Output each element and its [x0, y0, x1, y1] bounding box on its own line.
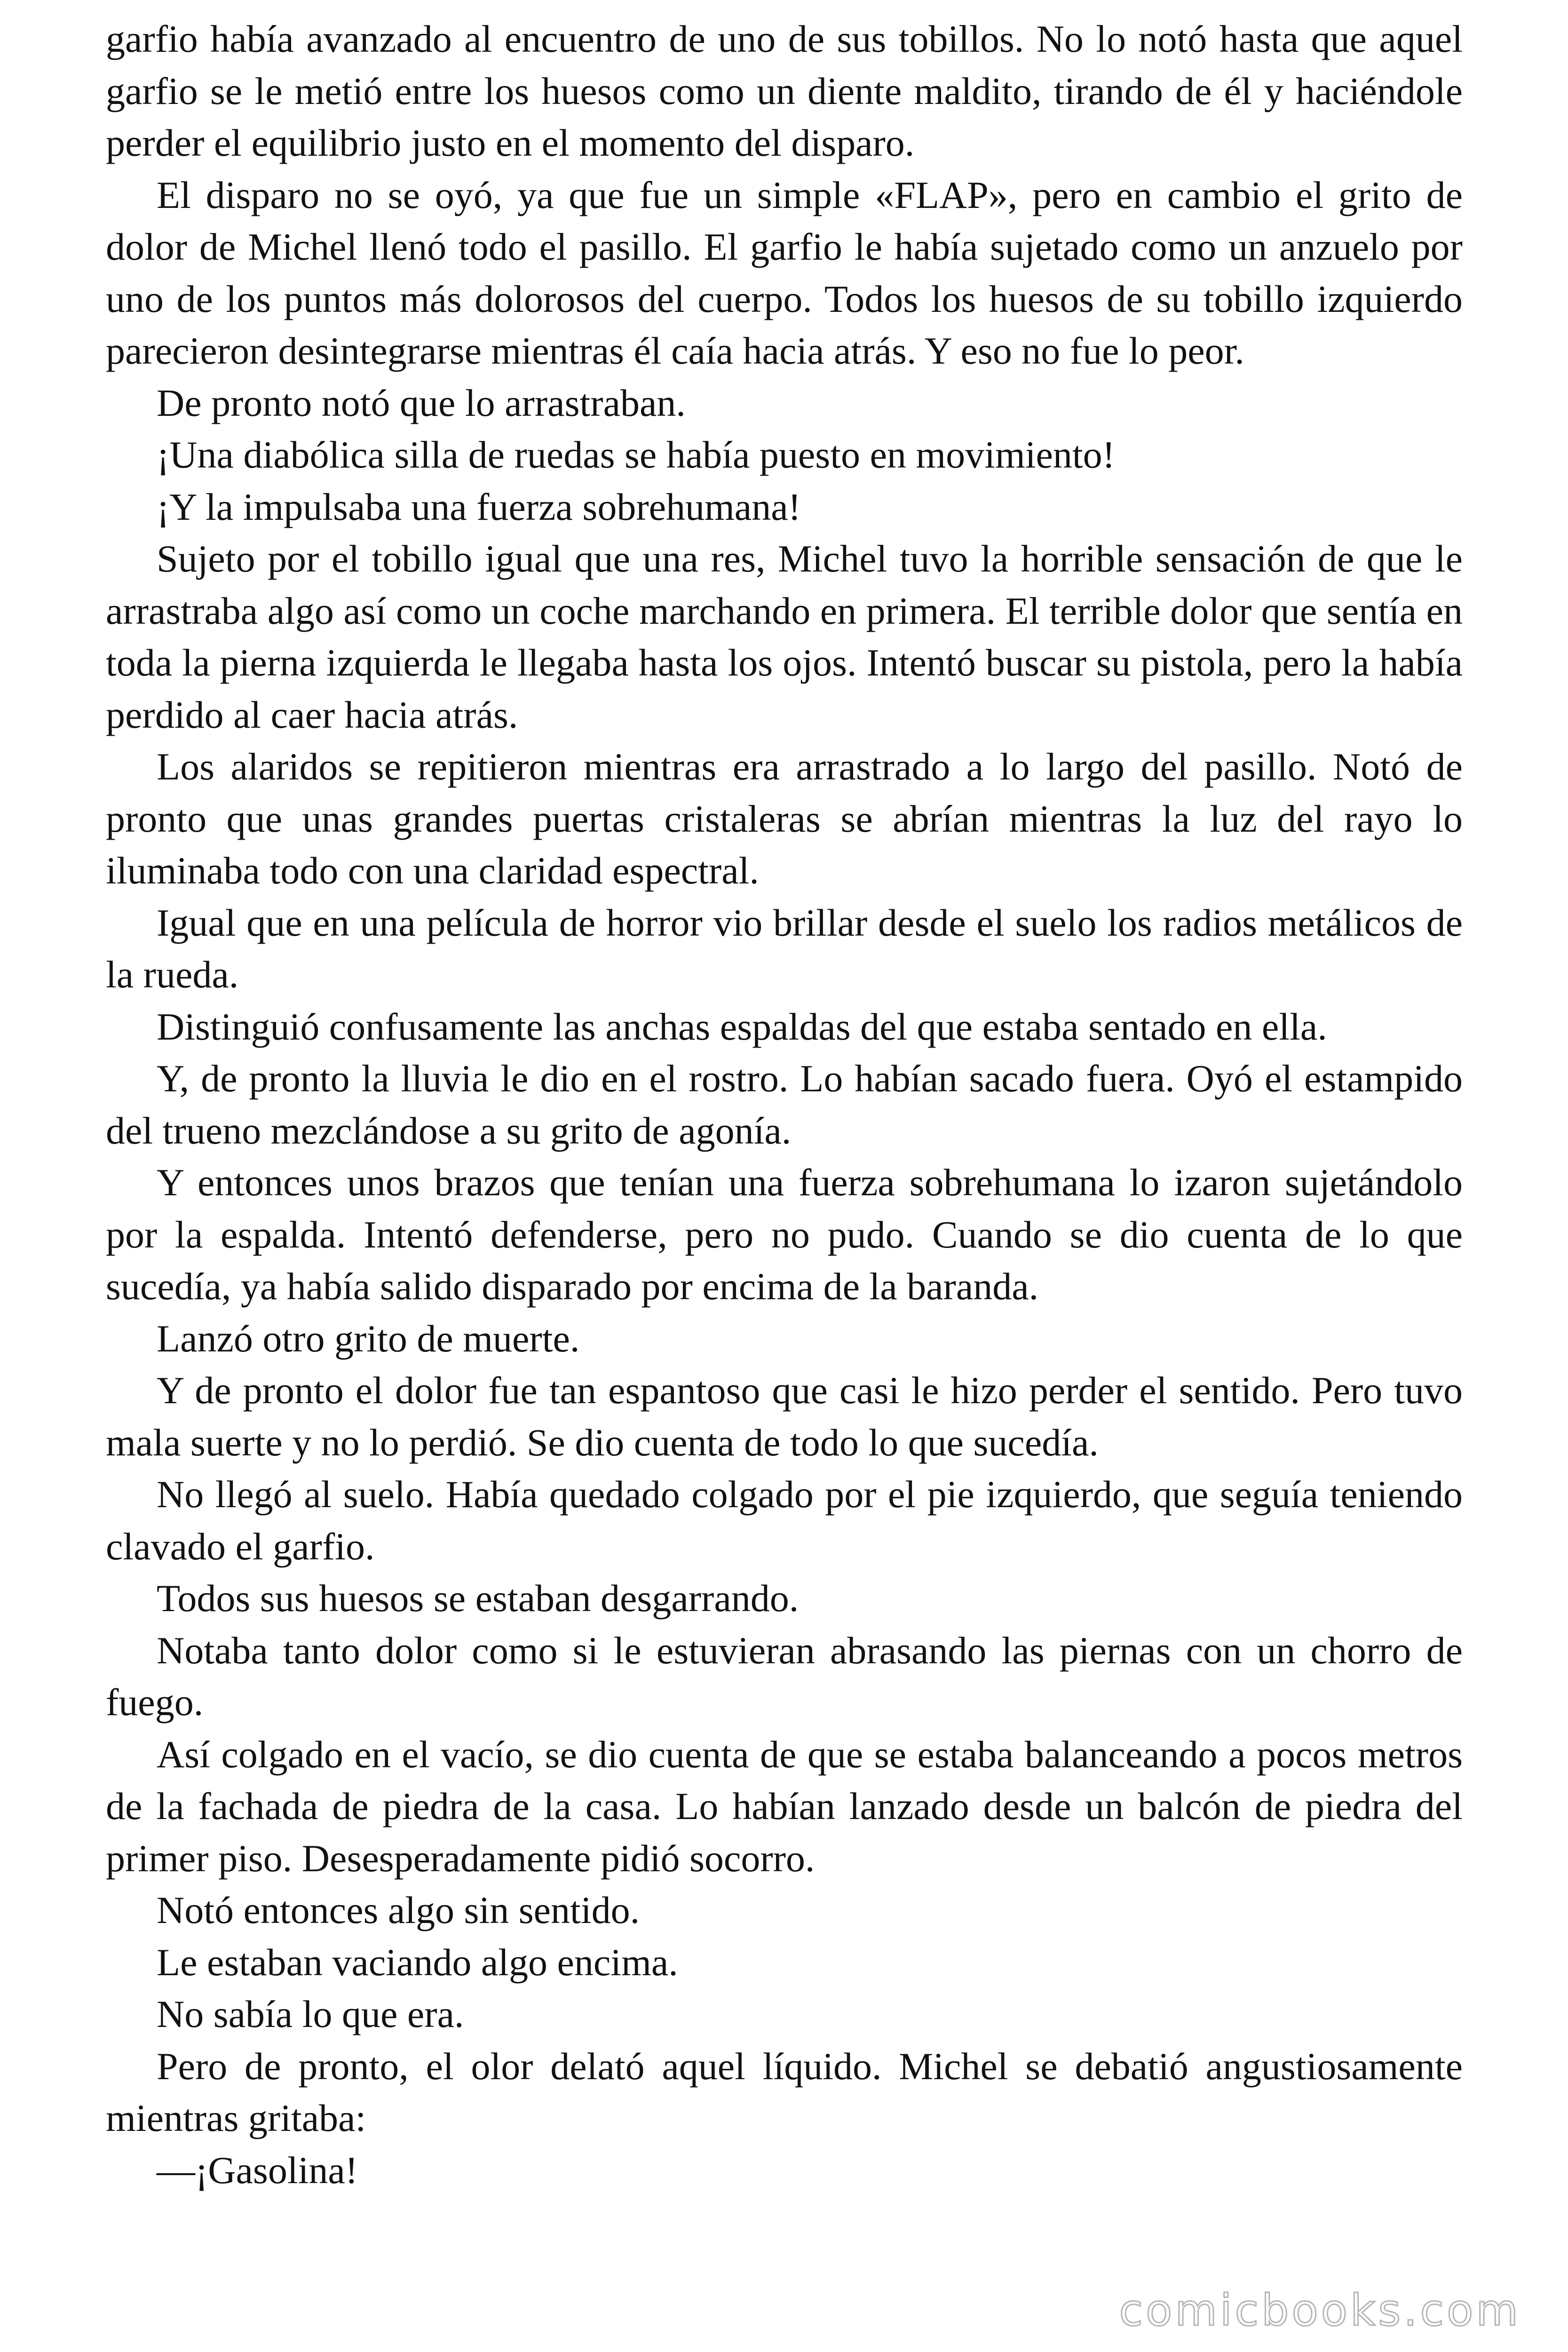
paragraph: El disparo no se oyó, ya que fue un simple «FLAP», pero en cambio el grito de dolor de Michel llenó todo el pasillo. El garfio le había sujetado como un anzuelo por uno de los puntos más dolorosos del cuerpo. Todos los huesos de su tobillo izquierdo parecieron desintegrarse mientras él caía hacia atrás. Y eso no fue lo peor.	[106, 173, 1463, 372]
watermark: comicbooks.com	[1119, 2285, 1521, 2336]
paragraph: Y de pronto el dolor fue tan espantoso que casi le hizo perder el sentido. Pero tuvo mala suerte y no lo perdió. Se dio cuenta de todo lo que sucedía.	[106, 1369, 1463, 1464]
page-body	[106, 13, 1463, 2196]
paragraph: ¡Y la impulsaba una fuerza sobrehumana!	[157, 485, 801, 528]
paragraph: De pronto notó que lo arrastraban.	[157, 381, 686, 424]
paragraph: ¡Una diabólica silla de ruedas se había puesto en movimiento!	[157, 433, 1115, 476]
paragraph: Todos sus huesos se estaban desgarrando.	[157, 1577, 799, 1620]
paragraph: Notó entonces algo sin sentido.	[157, 1889, 640, 1931]
paragraph: Sujeto por el tobillo igual que una res, Michel tuvo la horrible sensación de que le arrastraba algo así como un coche marchando en primera. El terrible dolor que sentía en toda la pierna izquierda le llegaba hasta los ojos. Intentó buscar su pistola, pero la había perdido al caer hacia atrás.	[106, 537, 1463, 736]
paragraph: Le estaban vaciando algo encima.	[157, 1940, 678, 1984]
paragraph: Pero de pronto, el olor delató aquel líquido. Michel se debatió angustiosamente mientras gritaba:	[106, 2044, 1463, 2139]
paragraph: No llegó al suelo. Había quedado colgado por el pie izquierdo, que seguía teniendo clavado el garfio.	[106, 1473, 1463, 1568]
paragraph: Los alaridos se repitieron mientras era arrastrado a lo largo del pasillo. Notó de pronto que unas grandes puertas cristaleras se abrían mientras la luz del rayo lo iluminaba todo con una claridad espectral.	[106, 745, 1463, 892]
paragraph: Igual que en una película de horror vio brillar desde el suelo los radios metálicos de la rueda.	[106, 901, 1463, 996]
paragraph: Y entonces unos brazos que tenían una fuerza sobrehumana lo izaron sujetándolo por la espalda. Intentó defenderse, pero no pudo. Cuando se dio cuenta de lo que sucedía, ya había salido disparado por encima de la baranda.	[106, 1161, 1463, 1308]
paragraph: —¡Gasolina!	[157, 2148, 358, 2192]
paragraph: garfio había avanzado al encuentro de uno de sus tobillos. No lo notó hasta que aquel garfio se le metió entre los huesos como un diente maldito, tirando de él y haciéndole perder el equilibrio justo en el momento del disparo.	[106, 17, 1463, 164]
paragraph: Y, de pronto la lluvia le dio en el rostro. Lo habían sacado fuera. Oyó el estampido del trueno mezclándose a su grito de agonía.	[106, 1057, 1463, 1152]
paragraph: Así colgado en el vacío, se dio cuenta de que se estaba balanceando a pocos metros de la fachada de piedra de la casa. Lo habían lanzado desde un balcón de piedra del primer piso. Desesperadamente pidió socorro.	[106, 1732, 1463, 1880]
paragraph: No sabía lo que era.	[157, 1993, 464, 2035]
paragraph: Distinguió confusamente las anchas espaldas del que estaba sentado en ella.	[157, 1005, 1327, 1048]
paragraph: Lanzó otro grito de muerte.	[157, 1317, 580, 1360]
paragraph: Notaba tanto dolor como si le estuvieran abrasando las piernas con un chorro de fuego.	[106, 1629, 1463, 1724]
